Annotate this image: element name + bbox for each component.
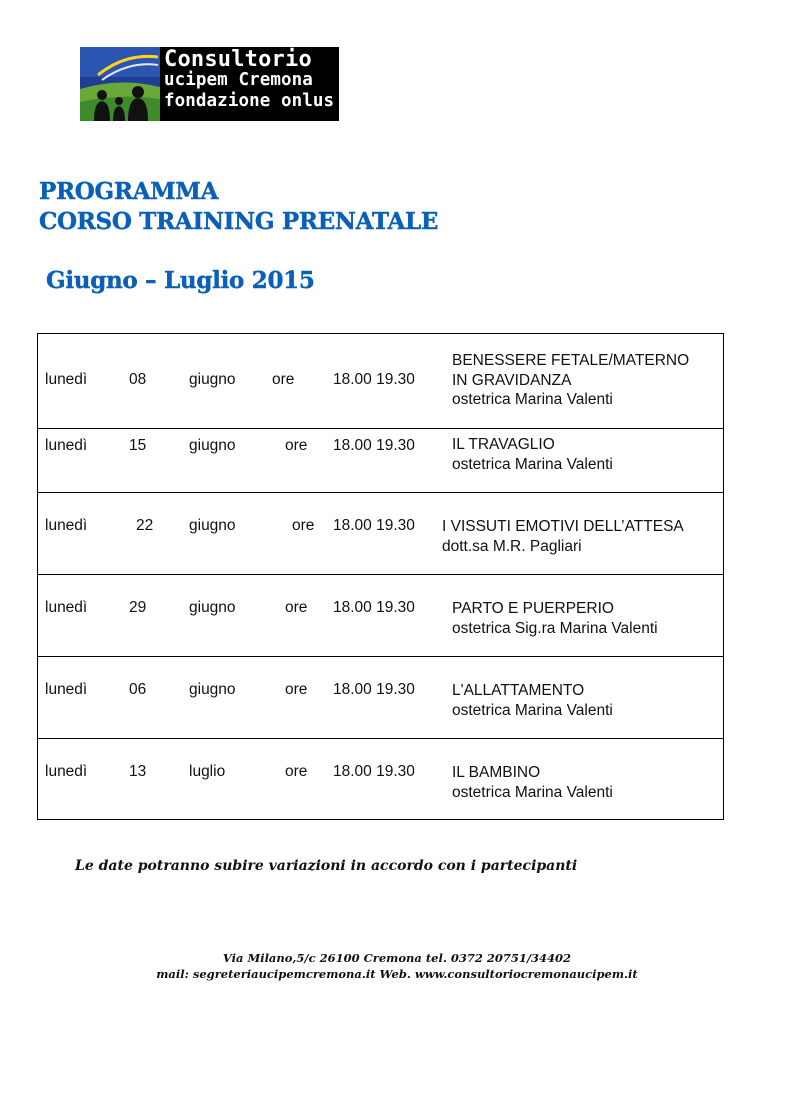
row-topic-line: IL TRAVAGLIO (452, 436, 555, 453)
row-topic (452, 599, 658, 638)
row-speaker: ostetrica Marina Valenti (452, 455, 613, 473)
row-topic-line: I VISSUTI EMOTIVI DELL’ATTESA (442, 518, 684, 535)
row-speaker: ostetrica Sig.ra Marina Valenti (452, 619, 658, 637)
row-day: lunedì (45, 517, 88, 534)
row-time: 18.00 19.30 (333, 681, 415, 698)
row-time: 18.00 19.30 (333, 763, 415, 780)
row-speaker: ostetrica Marina Valenti (452, 783, 613, 801)
row-topic-line: IL BAMBINO (452, 764, 541, 781)
row-topic (452, 351, 689, 410)
row-topic (442, 517, 684, 556)
row-month: giugno (189, 437, 236, 454)
row-ore: ore (272, 371, 295, 388)
title-programma: PROGRAMMA (39, 178, 219, 205)
row-date: 08 (129, 371, 147, 388)
row-ore: ore (285, 763, 308, 780)
title-course: CORSO TRAINING PRENATALE (39, 208, 439, 235)
row-day: lunedì (45, 681, 88, 698)
table-row (38, 429, 723, 493)
row-month: giugno (189, 599, 236, 616)
row-ore: ore (292, 517, 315, 534)
schedule-note: Le date potranno subire variazioni in accordo con i partecipanti (75, 858, 578, 874)
title-period: Giugno – Luglio 2015 (46, 267, 315, 294)
logo-text (164, 49, 336, 112)
footer-contacts: mail: segreteriaucipemcremona.it Web. www.consultoriocremonaucipem.it (156, 967, 638, 981)
row-time: 18.00 19.30 (333, 517, 415, 534)
row-date: 13 (129, 763, 147, 780)
row-speaker: dott.sa M.R. Pagliari (442, 537, 582, 555)
row-ore: ore (285, 437, 308, 454)
row-month: luglio (189, 763, 226, 780)
row-day: lunedì (45, 763, 88, 780)
row-month: giugno (189, 681, 236, 698)
logo-line-3: fondazione onlus (164, 91, 335, 111)
footer-address: Via Milano,5/c 26100 Cremona tel. 0372 20751/34402 (222, 951, 572, 965)
row-ore: ore (285, 599, 308, 616)
table-row (38, 575, 723, 657)
row-speaker: ostetrica Marina Valenti (452, 391, 613, 408)
row-day: lunedì (45, 599, 88, 616)
logo-line-2: ucipem Cremona (164, 70, 313, 90)
logo-line-1: Consultorio (164, 47, 312, 72)
table-row (38, 739, 723, 821)
row-time: 18.00 19.30 (333, 599, 415, 616)
row-day: lunedì (45, 437, 88, 454)
row-topic-line: L'ALLATTAMENTO (452, 682, 585, 699)
row-topic-line: IN GRAVIDANZA (452, 371, 572, 389)
row-day: lunedì (45, 371, 88, 388)
logo (80, 47, 339, 121)
schedule-table (37, 333, 724, 820)
row-time: 18.00 19.30 (333, 437, 415, 454)
row-topic (452, 435, 613, 474)
row-time: 18.00 19.30 (333, 371, 415, 388)
table-row (38, 493, 723, 575)
row-speaker: ostetrica Marina Valenti (452, 701, 613, 719)
row-date: 22 (136, 517, 154, 534)
table-row (38, 657, 723, 739)
row-topic-line: BENESSERE FETALE/MATERNO (452, 352, 690, 369)
row-topic-line: PARTO E PUERPERIO (452, 600, 614, 617)
row-date: 06 (129, 681, 147, 698)
row-ore: ore (285, 681, 308, 698)
row-topic (452, 681, 613, 720)
row-date: 29 (129, 599, 147, 616)
row-month: giugno (189, 517, 236, 534)
row-topic (452, 763, 613, 802)
row-month: giugno (189, 371, 236, 388)
row-date: 15 (129, 437, 147, 454)
table-row (38, 334, 723, 429)
family-logo-icon (80, 47, 160, 121)
